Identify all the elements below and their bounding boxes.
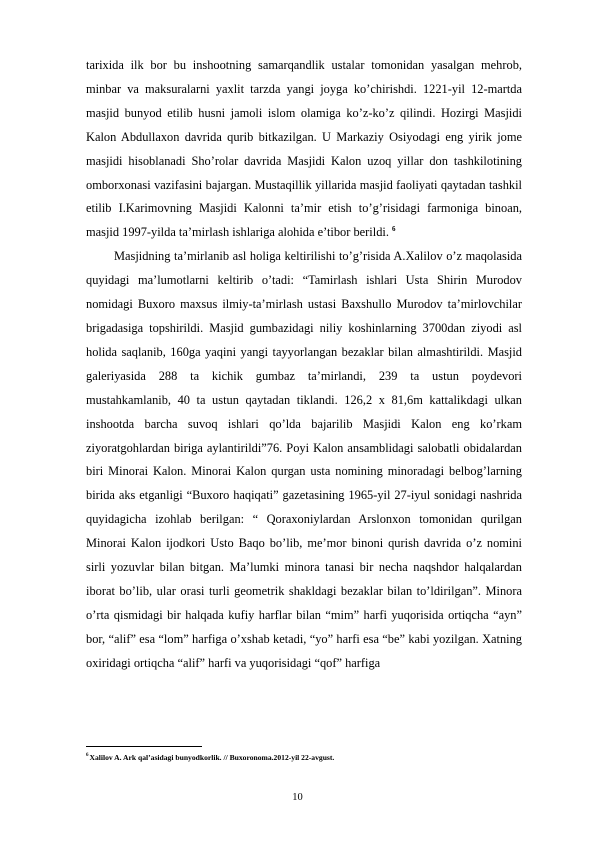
body-text xyxy=(86,54,522,676)
footnote-text: Xalilov A. Ark qal’asidagi bunyodkorlik. // Buxoronoma.2012-yil 22-avgust. xyxy=(89,753,335,762)
footnote-reference[interactable]: 6 xyxy=(392,225,396,234)
paragraph-1-text: tarixida ilk bor bu inshootning samarqandlik ustalar tomonidan yasalgan mehrob, minbar va maksuralarni yaxlit tarzda yangi joyga ko’chirishdi. 1221-yil 12-martda masjid bunyod etilib husni jamoli islom olamiga ko’z-ko’z qilindi. Hozirgi Masjidi Kalon Abdullaxon davrida qurib bitkazilgan. U Markaziy Osiyodagi eng yirik jome masjidi hisoblanadi Sho’rolar davrida Masjidi Kalon uzoq yillar don tashkilotining omborxonasi vazifasini bajargan. Mustaqillik yillarida masjid faoliyati qaytadan tashkil etilib I.Karimovning Masjidi Kalonni ta’mir etish to’g’risidagi farmoniga binoan, masjid 1997-yilda ta’mirlash ishlariga alohida e’tibor berildi. xyxy=(86,58,522,240)
page-number: 10 xyxy=(292,792,303,803)
footnote xyxy=(86,753,522,762)
footnote-number: 6 xyxy=(86,753,89,759)
footnote-separator xyxy=(86,746,202,747)
paragraph-1 xyxy=(86,54,522,245)
paragraph-2: Masjidning ta’mirlanib asl holiga keltirilishi to’g’risida A.Xalilov o’z maqolasida quyidagi ma’lumotlarni keltirib o’tadi: “Tamirlash ishlari Usta Shirin Murodov nomidagi Buxoro maxsus ilmiy-ta’mirlash ustasi Baxshullo Murodov ta’mirlovchilar brigadasiga topshirildi. Masjid gumbazidagi niliy koshinlarning 3700dan ziyodi asl holida saqlanib, 160ga yaqini yangi tayyorlangan bezaklar bilan almashtirildi. Masjid galeriyasida 288 ta kichik gumbaz ta’mirlandi, 239 ta ustun poydevori mustahkamlanib, 40 ta ustun qaytadan tiklandi. 126,2 x 81,6m kattalikdagi ulkan inshootda barcha suvoq ishlari qo’lda bajarilib Masjidi Kalon eng ko’rkam ziyoratgohlardan biriga aylantirildi”76. Poyi Kalon ansamblidagi salobatli obidalardan biri Minorai Kalon. Minorai Kalon qurgan usta nomining minoradagi belbog’larning birida aks etganligi “Buxoro haqiqati” gazetasining 1965-yil 27-iyul sonidagi nashrida quyidagicha izohlab berilgan: “ Qoraxoniylardan Arslonxon tomonidan qurilgan Minorai Kalon ijodkori Usto Baqo bo’lib, me’mor binoni qurish davrida o’z nomini sirli yozuvlar bilan bitgan. Ma’lumki minora tanasi bir necha naqshdor halqalardan iborat bo’lib, ular orasi turli geometrik shakldagi bezaklar bilan to’ldirilgan”. Minora o’rta qismidagi bir halqada kufiy harflar bilan “mim” harfi yuqorisida ortiqcha “ayn” bor, “alif” esa “lom” harfiga o’xshab ketadi, “yo” harfi esa “be” kabi yozilgan. Xatning oxiridagi ortiqcha “alif” harfi va yuqorisidagi “qof” harfiga xyxy=(86,249,522,670)
